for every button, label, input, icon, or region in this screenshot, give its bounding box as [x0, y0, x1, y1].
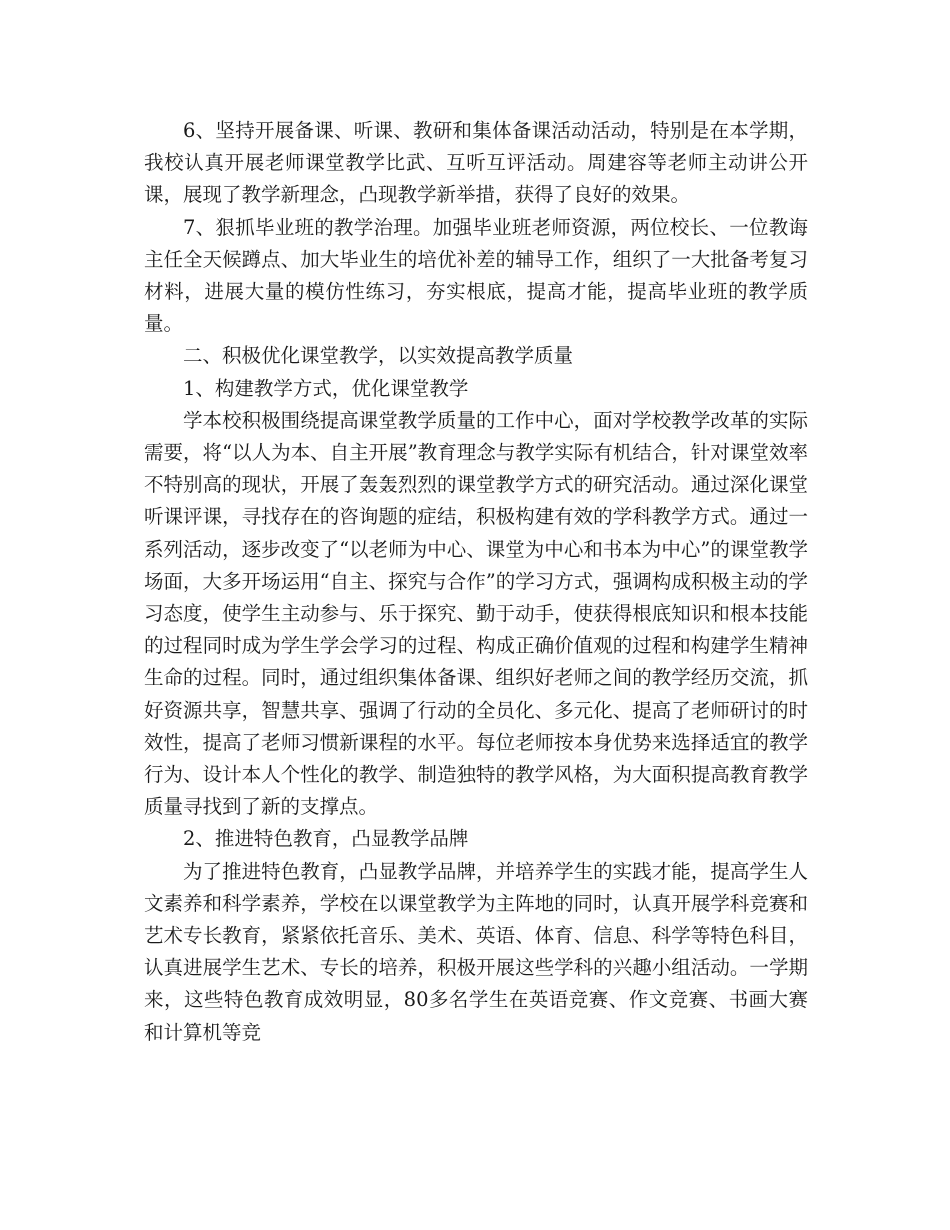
- paragraph-item-6: 6、坚持开展备课、听课、教研和集体备课活动活动，特别是在本学期，我校认真开展老师课堂教学比武、互听互评活动。周建容等老师主动讲公开课，展现了教学新理念，凸现教学新举措，获得了良好的效果。: [144, 119, 808, 207]
- subheading-1: 1、构建教学方式，优化课堂教学: [183, 376, 469, 400]
- paragraph-item-7: 7、狠抓毕业班的教学治理。加强毕业班老师资源，两位校长、一位教诲主任全天候蹲点、加大毕业生的培优补差的辅导工作，组织了一大批备考复习材料，进展大量的模仿性练习，夯实根底，提高才能，提高毕业班的教学质量。: [144, 215, 808, 336]
- subheading-2: 2、推进特色教育，凸显教学品牌: [183, 827, 469, 851]
- section-heading-2: 二、积极优化课堂教学，以实效提高教学质量: [183, 344, 574, 368]
- paragraph-teaching-methods: 学本校积极围绕提高课堂教学质量的工作中心，面对学校教学改革的实际需要，将“以人为本、自主开展”教育理念与教学实际有机结合，针对课堂效率不特别高的现状，开展了轰轰烈烈的课堂教学方式的研究活动。通过深化课堂听课评课，寻找存在的咨询题的症结，积极构建有效的学科教学方式。通过一系列活动，逐步改变了“以老师为中心、课堂为中心和书本为中心”的课堂教学场面，大多开场运用“自主、探究与合作”的学习方式，强调构成积极主动的学习态度，使学生主动参与、乐于探究、勤于动手，使获得根底知识和根本技能的过程同时成为学生学会学习的过程、构成正确价值观的过程和构建学生精神生命的过程。同时，通过组织集体备课、组织好老师之间的教学经历交流，抓好资源共享，智慧共享、强调了行动的全员化、多元化、提高了老师研讨的时效性，提高了老师习惯新课程的水平。每位老师按本身优势来选择适宜的教学行为、设计本人个性化的教学、制造独特的教学风格，为大面积提高教育教学质量寻找到了新的支撑点。: [144, 408, 808, 819]
- paragraph-special-education: 为了推进特色教育，凸显教学品牌，并培养学生的实践才能，提高学生人文素养和科学素养，学校在以课堂教学为主阵地的同时，认真开展学科竞赛和艺术专长教育，紧紧依托音乐、美术、英语、体育、信息、科学等特色科目，认真进展学生艺术、专长的培养，积极开展这些学科的兴趣小组活动。一学期来，这些特色教育成效明显，80多名学生在英语竞赛、作文竞赛、书画大赛和计算机等竞: [144, 859, 808, 1044]
- document-page: [144, 115, 808, 1049]
